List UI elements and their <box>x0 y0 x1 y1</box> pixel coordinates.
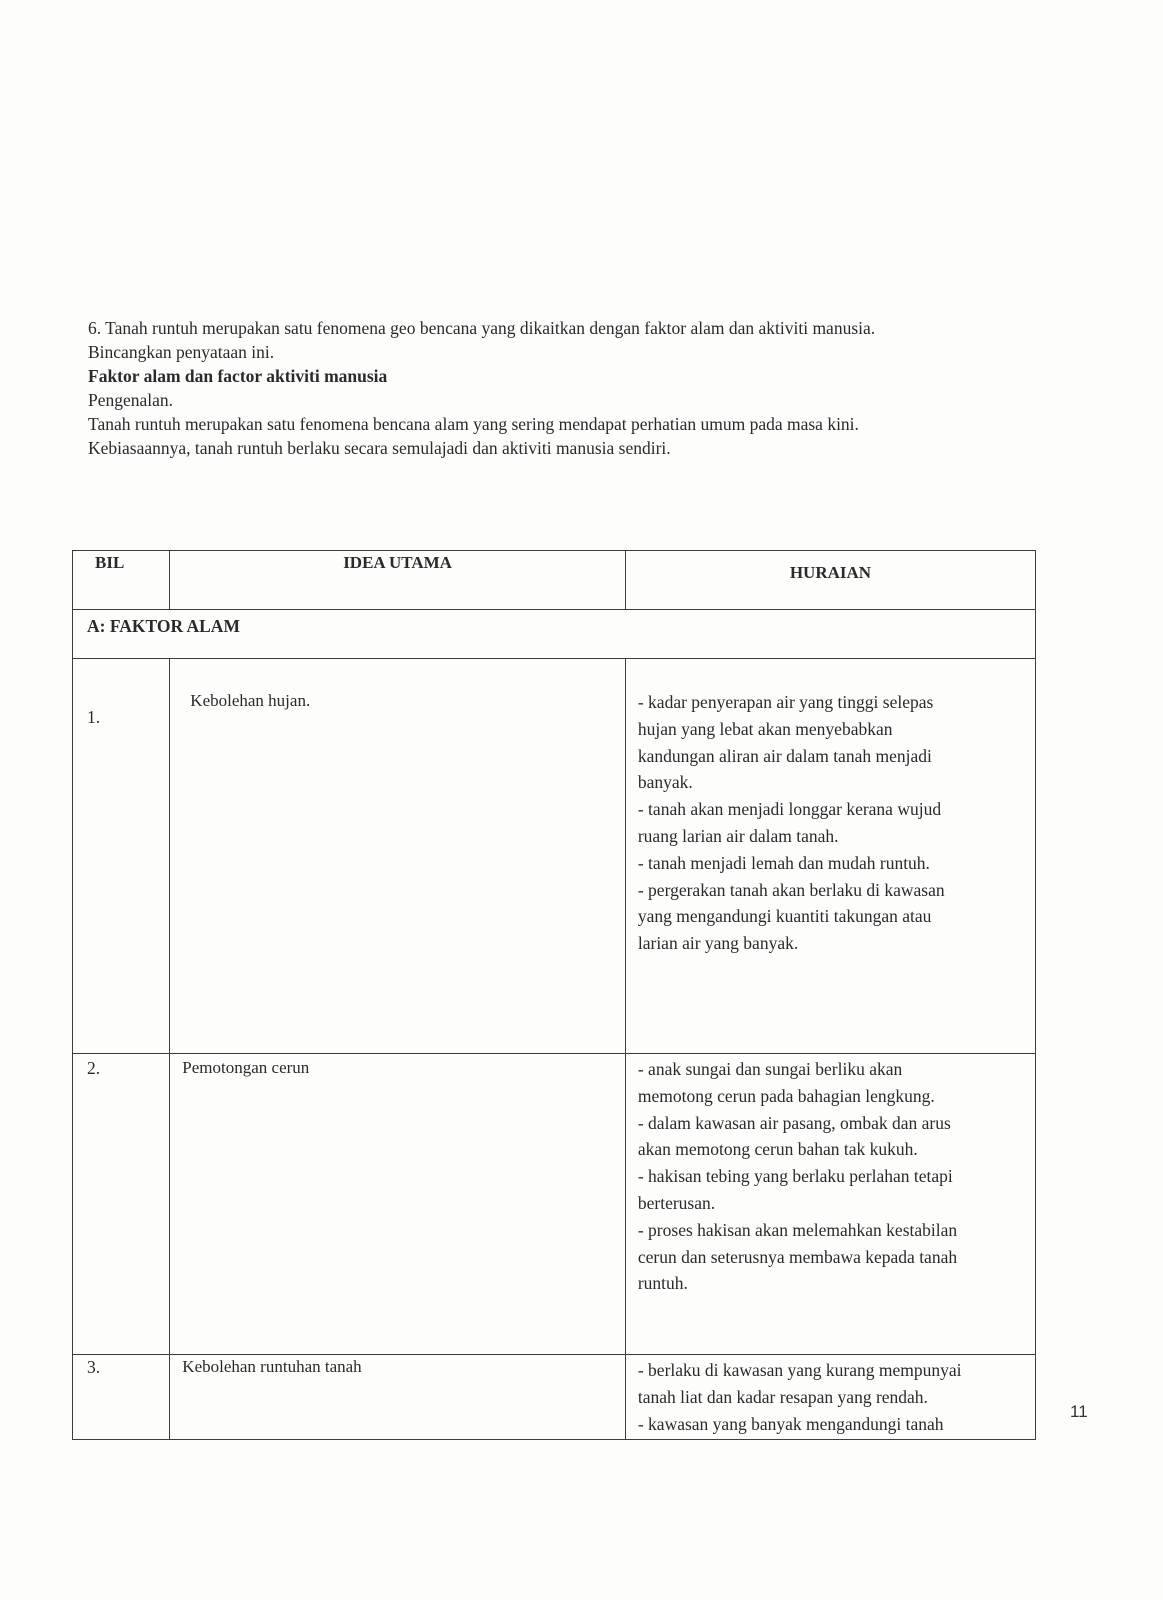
huraian-line: - pergerakan tanah akan berlaku di kawasan <box>637 879 945 900</box>
answer-table <box>72 550 1036 1440</box>
row-idea: Kebolehan runtuhan tanah <box>170 1355 626 1440</box>
huraian-line: - kadar penyerapan air yang tinggi selepas <box>637 692 934 712</box>
huraian-line: ruang larian air dalam tanah. <box>637 825 839 846</box>
huraian-line: hujan yang lebat akan menyebabkan <box>637 718 893 739</box>
huraian-line: akan memotong cerun bahan tak kukuh. <box>637 1139 918 1160</box>
huraian-line: - proses hakisan akan melemahkan kestabilan <box>637 1219 958 1240</box>
section-row <box>73 610 1036 659</box>
huraian-line: kandungan aliran air dalam tanah menjadi <box>637 745 932 766</box>
huraian-line: yang mengandungi kuantiti takungan atau <box>637 906 932 927</box>
section-faktor-alam: A: FAKTOR ALAM <box>73 610 1036 659</box>
huraian-line: - anak sungai dan sungai berliku akan <box>637 1059 903 1079</box>
huraian-line: banyak. <box>637 772 693 793</box>
huraian-line: larian air yang banyak. <box>637 933 799 954</box>
huraian-line: memotong cerun pada bahagian lengkung. <box>637 1085 935 1106</box>
huraian-line: berterusan. <box>637 1192 716 1213</box>
table-header-row <box>73 551 1036 610</box>
intro-label: Pengenalan. <box>88 390 174 410</box>
table-row <box>73 1355 1036 1440</box>
header-idea-utama: IDEA UTAMA <box>170 551 626 610</box>
huraian-line: cerun dan seterusnya membawa kepada tanah <box>637 1246 958 1267</box>
header-bil: BIL <box>73 551 170 610</box>
huraian-line: tanah liat dan kadar resapan yang rendah. <box>637 1386 928 1407</box>
intro-line-2: Kebiasaannya, tanah runtuh berlaku secara semulajadi dan aktiviti manusia sendiri. <box>88 438 671 458</box>
huraian-line: - hakisan tebing yang berlaku perlahan tetapi <box>637 1166 953 1187</box>
row-number: 2. <box>73 1054 170 1355</box>
row-huraian <box>625 1054 1035 1355</box>
huraian-line: - kawasan yang banyak mengandungi tanah <box>637 1413 944 1434</box>
row-number: 1. <box>73 659 170 1054</box>
question-line-1: 6. Tanah runtuh merupakan satu fenomena geo bencana yang dikaitkan dengan faktor alam dan aktiviti manusia. <box>88 318 876 338</box>
header-huraian: HURAIAN <box>625 551 1035 610</box>
row-idea: Pemotongan cerun <box>170 1054 626 1355</box>
page-number: 11 <box>1070 1402 1088 1421</box>
huraian-line: - dalam kawasan air pasang, ombak dan arus <box>637 1112 951 1133</box>
row-huraian <box>625 659 1035 1054</box>
question-line-2: Bincangkan penyataan ini. <box>88 342 275 362</box>
huraian-line: runtuh. <box>637 1273 688 1294</box>
section-heading: Faktor alam dan factor aktiviti manusia <box>88 366 388 386</box>
row-huraian <box>625 1355 1035 1440</box>
table-row <box>73 659 1036 1054</box>
row-idea: Kebolehan hujan. <box>170 659 626 1054</box>
huraian-line: - tanah akan menjadi longgar kerana wujud <box>637 799 942 820</box>
table-row <box>73 1054 1036 1355</box>
question-intro <box>88 316 1068 460</box>
intro-line-1: Tanah runtuh merupakan satu fenomena bencana alam yang sering mendapat perhatian umum pada masa kini. <box>88 414 859 434</box>
row-number: 3. <box>73 1355 170 1440</box>
huraian-line: - berlaku di kawasan yang kurang mempunyai <box>637 1360 962 1380</box>
huraian-line: - tanah menjadi lemah dan mudah runtuh. <box>637 852 930 873</box>
